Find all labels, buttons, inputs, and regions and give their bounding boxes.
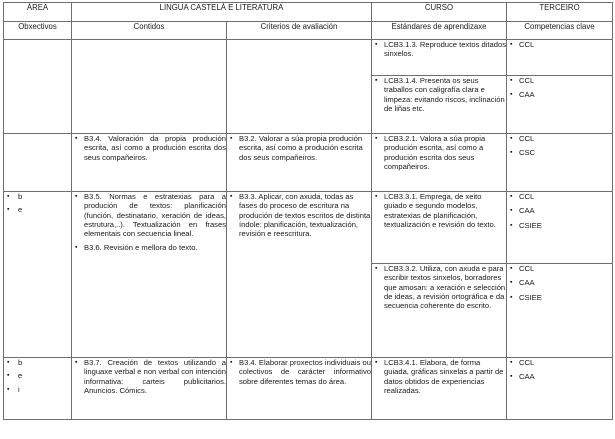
table-row [4,358,613,420]
competences-cell [507,40,613,76]
standard-item: ▪ LCB3.3.1. Emprega, de xeito guiado e segundo modelos, estratexias de planificación, textualización e revisión do texto. [372,192,506,229]
contents-cell [72,40,227,134]
standard-cell [372,40,507,76]
content-item: ▪ B3.6. Revisión e mellora do texto. [72,243,226,252]
col-objectives: Obxectivos [4,22,72,40]
table-row [4,40,613,76]
objective-item: ▪ e [4,205,71,214]
standard-item: ▪ LCB3.3.2. Utiliza, con axuda e para escribir textos sinxelos, borradores que amosan: a xeración e selección de ideas, a revisión ortográfica e da secuencia coherente do escrito. [372,264,506,310]
col-contents: Contidos [72,22,227,40]
objective-item: ▪ b [4,192,71,201]
competence-item: ▪ CAA [507,278,612,287]
objectives-cell [4,192,72,358]
competence-item: ▪ CSIEE [507,221,612,230]
competence-item: ▪ CAA [507,206,612,215]
standard-item: ▪ LCB3.4.1. Elabora, de forma guiada, gráficas sinxelas a partir de datos obtidos de experiencias realizadas. [372,358,506,395]
competence-item: ▪ CCL [507,264,612,273]
table-row [4,192,613,264]
criterion-item: ▪ B3.3. Aplicar, con axuda, todas as fases do proceso de escritura na produción de textos escritos de distinta índole: planificación, textualización, revisión e reescritura. [227,192,371,238]
objectives-cell [4,358,72,420]
header-course-value: TERCEIRO [507,3,613,22]
competence-item: ▪ CSIEE [507,293,612,302]
competences-cell [507,192,613,264]
standard-item: ▪ LCB3.2.1. Valora a súa propia produción escrita, así como a produción escrita dos seus compañeiros. [372,134,506,171]
competence-item: ▪ CCL [507,192,612,201]
competences-cell [507,134,613,192]
criterion-item: ▪ B3.4. Elaborar proxectos individuais ou colectivos de carácter informativo sobre diferentes temas do área. [227,358,371,386]
header-subject: LINGUA CASTELÁ E LITERATURA [72,3,372,22]
objective-item: ▪ b [4,358,71,367]
content-item: ▪ B3.5. Normas e estratexias para a produción de textos: planificación (función, destinatario, xeración de ideas, estrutura,..). Textualización en frases elementais con secuencia lineal. [72,192,226,238]
curriculum-table [3,2,613,420]
standard-item: ▪ LCB3.1.4. Presenta os seus traballos con caligrafía clara e limpeza: evitando riscos, inclinación de liñas etc. [372,76,506,113]
competence-item: ▪ CCL [507,40,612,49]
criterion-item: ▪ B3.2. Valorar a súa propia produción escrita, así como a produción escrita dos seus compañeiros. [227,134,371,162]
col-competences: Competencias clave [507,22,613,40]
content-item: ▪ B3.7. Creación de textos utilizando a linguaxe verbal e non verbal con intención informativa: carteis publicitarios. Anuncios. Cómics. [72,358,226,395]
header-course: CURSO [372,3,507,22]
criteria-cell [227,192,372,358]
criteria-cell [227,358,372,420]
criteria-cell [227,134,372,192]
col-criteria: Criterios de avaliación [227,22,372,40]
header-row-2 [4,22,613,40]
header-area: ÁREA [4,3,72,22]
content-item: ▪ B3.4. Valoración da propia produción escrita, así como a produción escrita dos seus compañeiros. [72,134,226,162]
competences-cell [507,264,613,358]
contents-cell [72,358,227,420]
competence-item: ▪ CAA [507,90,612,99]
standard-cell [372,76,507,134]
objective-item: ▪ i [4,385,71,394]
competence-item: ▪ CSC [507,148,612,157]
standard-cell [372,134,507,192]
competence-item: ▪ CCL [507,134,612,143]
header-row-1 [4,3,613,22]
contents-cell [72,134,227,192]
col-standards: Estándares de aprendizaxe [372,22,507,40]
objectives-cell [4,40,72,134]
competences-cell [507,358,613,420]
standard-cell [372,264,507,358]
competence-item: ▪ CCL [507,358,612,367]
contents-cell [72,192,227,358]
competence-item: ▪ CAA [507,372,612,381]
objective-item: ▪ e [4,371,71,380]
competences-cell [507,76,613,134]
standard-cell [372,358,507,420]
criteria-cell [227,40,372,134]
competence-item: ▪ CCL [507,76,612,85]
objectives-cell [4,134,72,192]
standard-item: ▪ LCB3.1.3. Reproduce textos ditados sinxelos. [372,40,506,59]
table-row [4,134,613,192]
standard-cell [372,192,507,264]
